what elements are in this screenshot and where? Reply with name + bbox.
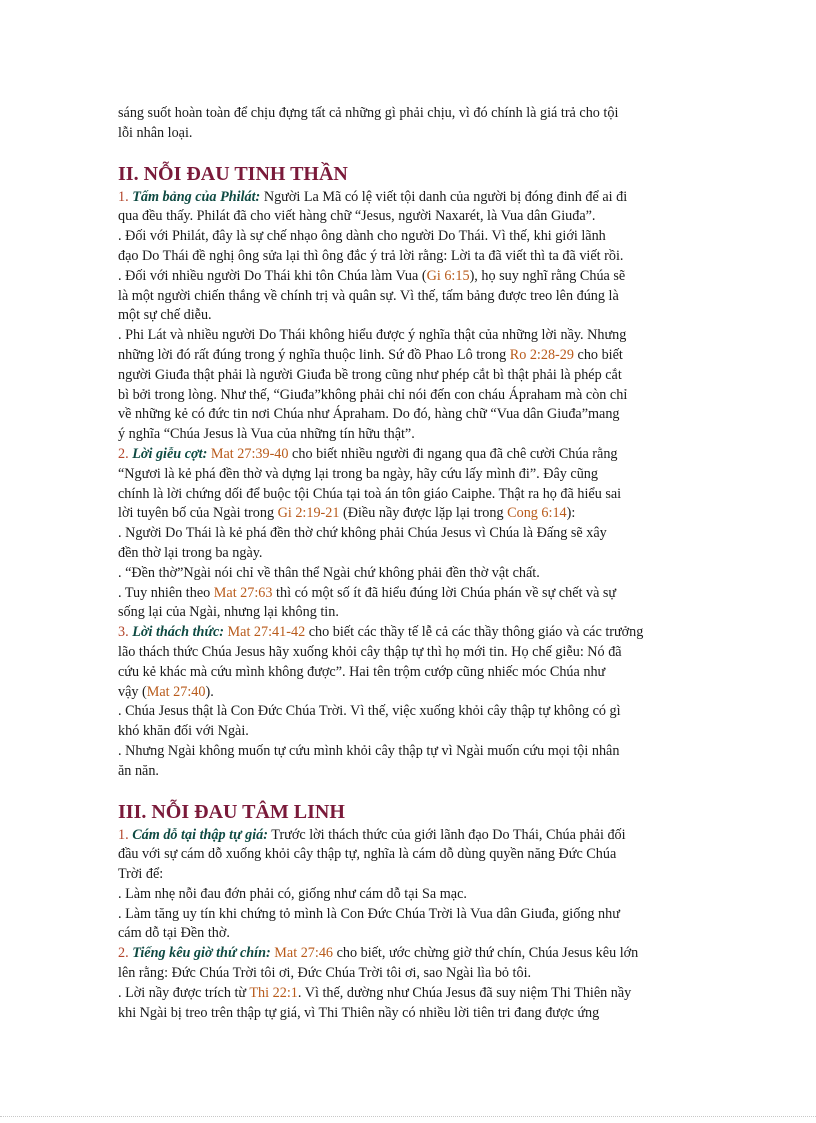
text-span: ), họ suy nghĩ rằng Chúa sẽ xyxy=(469,267,626,284)
text-line: . Làm tăng uy tín khi chứng tỏ mình là Con Đức Chúa Trời là Vua dân Giuđa, giống như xyxy=(118,905,620,922)
scripture-link[interactable]: Mat 27:41-42 xyxy=(223,624,306,641)
text-span: ). xyxy=(205,683,214,700)
scripture-link[interactable]: Mat 27:40 xyxy=(146,683,206,700)
text-span: . Tuy nhiên theo xyxy=(118,584,214,601)
document-page xyxy=(118,104,696,1023)
text-line: Trời để: xyxy=(118,866,164,883)
scripture-link[interactable]: Mat 27:46 xyxy=(270,945,334,962)
item-ninth-hour-cry xyxy=(118,944,696,1023)
text-line xyxy=(118,984,696,1004)
text-line: cứu kẻ khác mà cứu mình không được”. Hai tên trộm cướp cũng nhiếc móc Chúa như xyxy=(118,663,606,680)
text-line: sống lại của Ngài, nhưng lại không tin. xyxy=(118,604,339,621)
text-span: Trước lời thách thức của giới lãnh đạo Do Thái, Chúa phải đối xyxy=(268,826,626,843)
scripture-link[interactable]: Ro 2:28-29 xyxy=(509,346,574,363)
section-heading-soul-pain: III. NỖI ĐAU TÂM LINH xyxy=(118,800,345,823)
text-line: đầu với sự cám dỗ xuống khỏi cây thập tự, nghĩa là cám dỗ dùng quyền năng Đức Chúa xyxy=(118,846,617,863)
item-term: Tiếng kêu giờ thứ chín: xyxy=(132,945,271,962)
section-heading-spiritual-pain: II. NỖI ĐAU TINH THẦN xyxy=(118,162,348,185)
text-line: lên rằng: Đức Chúa Trời tôi ơi, Đức Chúa Trời tôi ơi, sao Ngài lìa bỏ tôi. xyxy=(118,965,532,982)
item-number: 3. xyxy=(118,624,133,641)
text-line xyxy=(118,445,696,465)
item-number: 1. xyxy=(118,188,133,205)
item-number: 2. xyxy=(118,445,133,462)
text-line: người Giuđa thật phải là người Giuđa bề trong cũng như phép cắt bì thật phải là phép cắt xyxy=(118,366,622,383)
text-line: . Đối với Philát, đây là sự chế nhạo ông dành cho người Do Thái. Vì thế, khi giới lãnh xyxy=(118,228,606,245)
text-line xyxy=(118,683,696,703)
text-span: những lời đó rất đúng trong ý nghĩa thuộc linh. Sứ đồ Phao Lô trong xyxy=(118,346,510,363)
item-term: Tấm bảng của Philát: xyxy=(132,188,261,205)
text-line: một sự chế diễu. xyxy=(118,307,212,324)
text-span: cho biết xyxy=(573,346,623,363)
item-challenge xyxy=(118,623,696,781)
item-temptation xyxy=(118,826,696,945)
text-line: “Ngươi là kẻ phá đền thờ và dựng lại trong ba ngày, hãy cứu lấy mình đi”. Đây cũng xyxy=(118,465,598,482)
scripture-link[interactable]: Mat 27:63 xyxy=(213,584,273,601)
text-line: chính là lời chứng dối để buộc tội Chúa tại toà án tôn giáo Caiphe. Thật ra họ đã hiểu sai xyxy=(118,485,622,502)
item-term: Lời thách thức: xyxy=(132,624,224,641)
text-span: ): xyxy=(566,505,576,522)
text-line: . Chúa Jesus thật là Con Đức Chúa Trời. Vì thế, việc xuống khỏi cây thập tự không có gì xyxy=(118,703,621,720)
text-line xyxy=(118,346,696,366)
text-line: . Người Do Thái là kẻ phá đền thờ chứ không phải Chúa Jesus vì Chúa là Đấng sẽ xây xyxy=(118,525,607,542)
text-line xyxy=(118,944,696,964)
text-line xyxy=(118,188,696,208)
item-number: 1. xyxy=(118,826,133,843)
text-line xyxy=(118,267,696,287)
text-line: lão thách thức Chúa Jesus hãy xuống khỏi cây thập tự thì họ mới tin. Họ chế giễu: Nó đã xyxy=(118,643,622,660)
text-line: đạo Do Thái đề nghị ông sửa lại thì ông đắc ý trả lời rằng: Lời ta đã viết thì ta đã viết rồi. xyxy=(118,247,624,264)
text-line: là một người chiến thắng về chính trị và quân sự. Vì thế, tấm bảng được treo lên đúng là xyxy=(118,287,619,304)
text-span: . Vì thế, dường như Chúa Jesus đã suy niệm Thi Thiên nầy xyxy=(297,984,632,1001)
text-span: cho biết nhiều người đi ngang qua đã chê cười Chúa rằng xyxy=(288,445,618,462)
text-line: về những kẻ có đức tin nơi Chúa như Ápraham. Do đó, hàng chữ “Vua dân Giuđa”mang xyxy=(118,406,620,423)
text-line: khó khăn đối với Ngài. xyxy=(118,723,249,740)
scripture-link[interactable]: Cong 6:14 xyxy=(507,505,567,522)
scripture-link[interactable]: Mat 27:39-40 xyxy=(207,445,289,462)
item-term: Cám dỗ tại thập tự giá: xyxy=(132,826,268,843)
text-line: ăn năn. xyxy=(118,762,159,779)
text-line: . Làm nhẹ nỗi đau đớn phải có, giống như cám dỗ tại Sa mạc. xyxy=(118,885,467,902)
item-term: Lời giễu cợt: xyxy=(132,445,208,462)
text-span: vậy ( xyxy=(118,683,147,700)
text-span: thì có một số ít đã hiểu đúng lời Chúa phán về sự chết và sự xyxy=(272,584,617,601)
text-span: lời tuyên bố của Ngài trong xyxy=(118,505,278,522)
item-pilate-sign xyxy=(118,188,696,445)
text-line: bì bởi trong lòng. Như thế, “Giuđa”không phải chỉ nói đến con cháu Ápraham mà còn chỉ xyxy=(118,386,628,403)
text-span: (Điều nầy được lặp lại trong xyxy=(339,505,508,522)
text-span: Người La Mã có lệ viết tội danh của người bị đóng đinh để ai đi xyxy=(260,188,628,205)
text-line: . Nhưng Ngài không muốn tự cứu mình khỏi cây thập tự vì Ngài muốn cứu mọi tội nhân xyxy=(118,742,620,759)
text-line: ý nghĩa “Chúa Jesus là Vua của những tín hữu thật”. xyxy=(118,426,415,443)
text-line: lỗi nhân loại. xyxy=(118,124,193,141)
text-line: . Phi Lát và nhiều người Do Thái không hiểu được ý nghĩa thật của những lời nầy. Nhưng xyxy=(118,327,627,344)
text-line: sáng suốt hoàn toàn để chịu đựng tất cả những gì phải chịu, vì đó chính là giá trả cho tội xyxy=(118,105,619,121)
text-line xyxy=(118,584,696,604)
text-line: đền thờ lại trong ba ngày. xyxy=(118,544,263,561)
text-line xyxy=(118,504,696,524)
text-line: khi Ngài bị treo trên thập tự giá, vì Thi Thiên nầy có nhiều lời tiên tri đang được ứng xyxy=(118,1004,600,1021)
text-line xyxy=(118,623,696,643)
item-mockery xyxy=(118,445,696,623)
text-line: . “Đền thờ”Ngài nói chỉ về thân thể Ngài chứ không phải đền thờ vật chất. xyxy=(118,564,540,581)
intro-paragraph xyxy=(118,104,696,144)
scripture-link[interactable]: Gi 6:15 xyxy=(426,267,470,284)
item-number: 2. xyxy=(118,945,133,962)
text-span: cho biết các thầy tế lễ cả các thầy thông giáo và các trưởng xyxy=(305,624,644,641)
scripture-link[interactable]: Thi 22:1 xyxy=(249,984,298,1001)
text-span: . Đối với nhiều người Do Thái khi tôn Chúa làm Vua ( xyxy=(118,267,427,284)
text-span: . Lời nầy được trích từ xyxy=(118,984,250,1001)
text-line: qua đều thấy. Philát đã cho viết hàng chữ “Jesus, người Naxarét, là Vua dân Giuđa”. xyxy=(118,208,596,225)
text-span: cho biết, ước chừng giờ thứ chín, Chúa Jesus kêu lớn xyxy=(333,945,639,962)
text-line xyxy=(118,826,696,846)
text-line: cám dỗ tại Đền thờ. xyxy=(118,925,230,942)
page-bottom-divider xyxy=(0,1116,816,1117)
scripture-link[interactable]: Gi 2:19-21 xyxy=(277,505,340,522)
